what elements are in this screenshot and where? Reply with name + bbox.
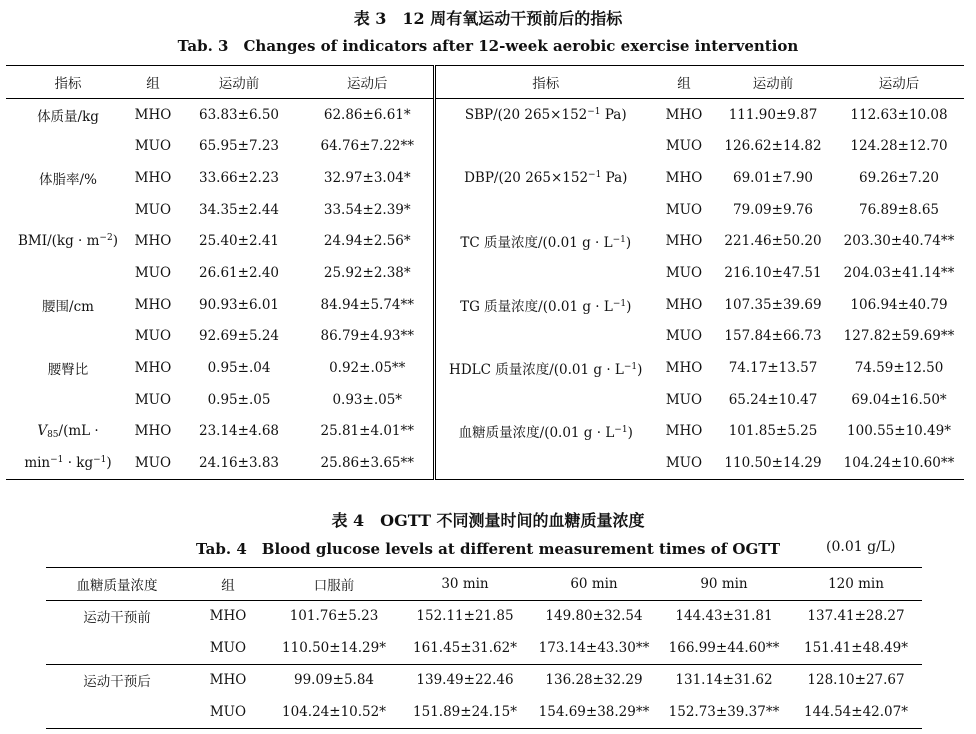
t3-before-text: 25.40±2.41 — [198, 233, 280, 250]
t3-group-right-cell — [656, 384, 712, 416]
close-paren: ) — [627, 425, 633, 442]
t3-after-text: 64.76±7.22** — [320, 138, 415, 155]
t3-after-right-text: 106.94±40.79 — [850, 296, 948, 313]
t3-indicator-right-cell — [434, 447, 656, 479]
t3-group-cell — [130, 384, 176, 416]
t4-header-120min: 120 min — [790, 568, 922, 601]
t3-indicator-right-cell — [434, 416, 656, 448]
t3-before-text: 0.95±.05 — [207, 391, 271, 408]
t4-phase-cell — [46, 696, 188, 728]
pa-unit: Pa) — [600, 106, 627, 123]
t3-group-text: MUO — [134, 138, 172, 155]
t3-before-text: 23.14±4.68 — [198, 423, 280, 440]
t3-indicator-right-cell — [434, 194, 656, 226]
table-row — [6, 130, 964, 162]
t3-after-right-cell — [834, 162, 964, 194]
t3-before-cell — [176, 98, 302, 130]
t3-indicator-text: /(mL · — [58, 423, 99, 440]
t3-indicator-right-text: TC 质量浓度/(0.01 g · L — [460, 235, 613, 252]
t3-after-right-text: 74.59±12.50 — [854, 360, 944, 377]
t4-group-cell: MUO — [188, 632, 268, 664]
t3-before-cell — [176, 257, 302, 289]
t3-group-right-text: MHO — [665, 233, 703, 250]
t3-before-cell — [176, 194, 302, 226]
t3-before-right-text: 216.10±47.51 — [724, 264, 822, 281]
t4-v90-cell: 166.99±44.60** — [658, 632, 790, 664]
t3-before-text: 92.69±5.24 — [198, 328, 280, 345]
t3-group-right-text: MUO — [665, 455, 703, 472]
table-row — [6, 98, 964, 130]
t3-before-right-text: 126.62±14.82 — [724, 138, 822, 155]
t4-v0-cell: 110.50±14.29* — [268, 632, 400, 664]
t3-group-cell — [130, 130, 176, 162]
t3-group-text: MHO — [134, 360, 172, 377]
t4-v30-cell: 151.89±24.15* — [413, 703, 517, 720]
t3-after-right-cell — [834, 447, 964, 479]
t4-v90-cell: 131.14±31.62 — [675, 672, 773, 689]
t3-indicator-cell — [6, 98, 130, 130]
t3-after-cell — [302, 225, 434, 257]
t4-header-oral-before: 口服前 — [268, 568, 400, 601]
table4-caption-en: Tab. 4 Blood glucose levels at different measurement times of OGTT — [195, 540, 781, 558]
t3-group-right-text: MHO — [665, 296, 703, 313]
t3-after-text: 0.93±.05* — [332, 391, 403, 408]
t3-indicator-text: 腰臀比 — [47, 362, 89, 379]
table3-caption-zh: 表 3 12 周有氧运动干预前后的指标 — [353, 9, 623, 28]
t3-after-right-cell — [834, 352, 964, 384]
l-exponent: −1 — [623, 362, 638, 373]
t4-group-cell: MHO — [209, 608, 247, 625]
t3-after-right-cell — [834, 225, 964, 257]
t3-indicator-right-cell — [434, 352, 656, 384]
t3-group-cell — [130, 162, 176, 194]
t3-before-right-text: 221.46±50.20 — [724, 233, 822, 250]
t3-after-right-text: 112.63±10.08 — [850, 106, 948, 123]
t3-before-right-cell — [712, 98, 834, 130]
t3-after-cell — [302, 98, 434, 130]
t3-before-text: 26.61±2.40 — [198, 264, 280, 281]
t3-before-right-text: 69.01±7.90 — [732, 169, 814, 186]
t4-header-60min: 60 min — [530, 568, 658, 601]
t3-group-cell — [130, 321, 176, 353]
t3-indicator-right-text: DBP/(20 265×152 — [464, 169, 589, 186]
t3-after-right-cell — [834, 257, 964, 289]
t3-before-cell — [176, 130, 302, 162]
t3-indicator-right-cell — [434, 384, 656, 416]
t3-indicator-text: 体质量/kg — [37, 108, 99, 125]
close-paren: ) — [626, 298, 632, 315]
t3-after-text: 32.97±3.04* — [323, 169, 411, 186]
t3-header-before: 运动前 — [176, 66, 302, 99]
t3-after-text: 86.79±4.93** — [320, 328, 415, 345]
t3-header-group-right: 组 — [656, 66, 712, 99]
t3-before-right-text: 110.50±14.29 — [724, 455, 822, 472]
table3-header-row — [6, 66, 964, 99]
t3-before-right-cell — [712, 321, 834, 353]
t3-group-right-text: MUO — [665, 391, 703, 408]
t3-after-text: 84.94±5.74** — [320, 296, 415, 313]
t3-after-text: 25.92±2.38* — [323, 264, 411, 281]
table3 — [6, 65, 964, 480]
table4-unit: (0.01 g/L) — [826, 539, 896, 555]
t3-group-cell — [130, 416, 176, 448]
table4 — [46, 567, 922, 729]
t3-before-cell — [176, 289, 302, 321]
t3-before-right-cell — [712, 257, 834, 289]
t4-v120-cell: 151.41±48.49* — [790, 632, 922, 664]
t3-after-right-text: 69.26±7.20 — [858, 169, 940, 186]
t3-after-cell — [302, 257, 434, 289]
t3-group-text: MHO — [134, 423, 172, 440]
t3-group-text: MUO — [134, 201, 172, 218]
t3-after-text: 33.54±2.39* — [323, 201, 411, 218]
table-row — [6, 321, 964, 353]
t4-group-cell: MHO — [209, 672, 247, 689]
t3-group-right-text: MUO — [665, 138, 703, 155]
t3-before-cell — [176, 321, 302, 353]
t3-after-cell — [302, 416, 434, 448]
min-exponent: −1 — [50, 455, 64, 466]
t3-before-right-cell — [712, 194, 834, 226]
t3-group-right-text: MHO — [665, 169, 703, 186]
t3-indicator-right-text: TG 质量浓度/(0.01 g · L — [460, 298, 613, 315]
t3-before-right-text: 111.90±9.87 — [728, 106, 818, 123]
t3-group-text: MUO — [134, 328, 172, 345]
t4-header-30min: 30 min — [400, 568, 530, 601]
t3-indicator-right-text: 血糖质量浓度/(0.01 g · L — [458, 425, 615, 442]
table4-caption-zh: 表 4 OGTT 不同测量时间的血糖质量浓度 — [331, 511, 645, 530]
t3-header-before-right: 运动前 — [712, 66, 834, 99]
t3-after-right-text: 127.82±59.69** — [843, 328, 955, 345]
close-paren: ) — [106, 455, 112, 472]
t3-indicator-cell — [6, 321, 130, 353]
t3-indicator-right-cell — [434, 289, 656, 321]
t3-indicator-text: 体脂率/% — [39, 171, 97, 188]
t3-after-text: 0.92±.05** — [329, 360, 406, 377]
t3-after-right-cell — [834, 321, 964, 353]
pa-unit: Pa) — [601, 169, 628, 186]
t3-group-right-cell — [656, 130, 712, 162]
t3-before-text: 63.83±6.50 — [198, 106, 280, 123]
t3-group-right-cell — [656, 321, 712, 353]
t3-header-indicator: 指标 — [6, 66, 130, 99]
t3-indicator-text: min — [24, 455, 51, 472]
t3-indicator-right-cell — [434, 321, 656, 353]
t3-group-right-text: MUO — [665, 328, 703, 345]
table-row — [46, 664, 922, 696]
t3-after-cell — [302, 384, 434, 416]
v-symbol: V — [37, 423, 48, 440]
l-exponent: −1 — [612, 235, 626, 246]
t3-group-cell — [130, 352, 176, 384]
table3-caption-en: Tab. 3 Changes of indicators after 12-week aerobic exercise intervention — [177, 37, 799, 55]
t3-group-right-cell — [656, 162, 712, 194]
t3-group-text: MHO — [134, 296, 172, 313]
t4-v60-cell: 136.28±32.29 — [545, 672, 643, 689]
t3-group-text: MUO — [134, 455, 172, 472]
t4-v120-cell: 128.10±27.67 — [807, 672, 905, 689]
t4-header-group: 组 — [188, 568, 268, 601]
t3-after-text: 62.86±6.61* — [323, 106, 411, 123]
t3-group-right-cell — [656, 352, 712, 384]
t4-phase-cell: 运动干预前 — [83, 610, 151, 627]
t3-indicator-right-cell — [434, 98, 656, 130]
t3-group-right-cell — [656, 447, 712, 479]
t3-indicator-cell — [6, 416, 130, 448]
t3-indicator-right-cell — [434, 130, 656, 162]
t3-after-right-text: 203.30±40.74** — [843, 233, 955, 250]
table-row — [6, 225, 964, 257]
v-subscript: 85 — [47, 430, 59, 441]
t3-before-right-cell — [712, 162, 834, 194]
kg-exponent: −1 — [93, 455, 107, 466]
t3-group-right-text: MUO — [665, 201, 703, 218]
t3-after-right-text: 69.04±16.50* — [851, 391, 947, 408]
t3-indicator-right-text: HDLC 质量浓度/(0.01 g · L — [449, 362, 624, 379]
t3-indicator-cell — [6, 130, 130, 162]
t3-before-text: 34.35±2.44 — [198, 201, 280, 218]
t3-group-right-cell — [656, 416, 712, 448]
t3-group-right-cell — [656, 194, 712, 226]
t3-group-text: MUO — [134, 391, 172, 408]
t4-v60-cell: 173.14±43.30** — [530, 632, 658, 664]
t3-group-cell — [130, 194, 176, 226]
t3-after-right-cell — [834, 384, 964, 416]
table-row — [6, 352, 964, 384]
t3-group-right-cell — [656, 257, 712, 289]
t3-after-cell — [302, 194, 434, 226]
t3-group-cell — [130, 289, 176, 321]
table-row — [6, 289, 964, 321]
t3-group-cell — [130, 447, 176, 479]
t3-indicator-right-cell — [434, 225, 656, 257]
table4-body — [46, 600, 922, 728]
pa-exponent: −1 — [587, 106, 601, 117]
t3-after-right-text: 204.03±41.14** — [843, 264, 955, 281]
t3-after-right-cell — [834, 416, 964, 448]
t3-group-right-text: MHO — [665, 360, 703, 377]
t3-before-right-text: 107.35±39.69 — [724, 296, 822, 313]
t3-indicator-cell — [6, 447, 130, 479]
t3-header-after: 运动后 — [302, 66, 434, 99]
t4-group-cell: MUO — [209, 703, 247, 720]
t4-v60-cell: 154.69±38.29** — [538, 703, 650, 720]
t3-after-right-cell — [834, 194, 964, 226]
t3-group-right-text: MHO — [665, 423, 703, 440]
t3-header-indicator-right: 指标 — [434, 66, 656, 99]
t4-v120-cell: 137.41±28.27 — [807, 608, 905, 625]
t3-group-right-cell — [656, 225, 712, 257]
t3-group-cell — [130, 257, 176, 289]
t4-v90-cell: 144.43±31.81 — [675, 608, 773, 625]
t3-after-cell — [302, 289, 434, 321]
t3-after-text: 24.94±2.56* — [323, 233, 411, 250]
table-row — [6, 162, 964, 194]
t3-before-cell — [176, 162, 302, 194]
t4-v120-cell: 144.54±42.07* — [804, 703, 908, 720]
t4-v60-cell: 149.80±32.54 — [545, 608, 643, 625]
t4-phase-cell — [46, 632, 188, 664]
t3-after-cell — [302, 162, 434, 194]
l-exponent: −1 — [612, 298, 627, 309]
t3-indicator-right-cell — [434, 257, 656, 289]
t3-after-cell — [302, 321, 434, 353]
table-row — [6, 416, 964, 448]
t3-before-right-text: 79.09±9.76 — [732, 201, 814, 218]
pa-exponent: −1 — [588, 169, 602, 180]
t3-header-group: 组 — [130, 66, 176, 99]
table-row — [6, 257, 964, 289]
t3-before-right-cell — [712, 416, 834, 448]
t3-after-cell — [302, 130, 434, 162]
t4-v90-cell: 152.73±39.37** — [668, 703, 780, 720]
t3-after-right-text: 124.28±12.70 — [850, 138, 948, 155]
t3-before-right-cell — [712, 289, 834, 321]
l-exponent: −1 — [614, 425, 628, 436]
t3-before-text: 90.93±6.01 — [198, 296, 280, 313]
kg-unit: · kg — [63, 455, 94, 472]
table3-body — [6, 98, 964, 479]
t3-before-right-text: 65.24±10.47 — [728, 391, 818, 408]
table-row — [6, 447, 964, 479]
t3-before-cell — [176, 352, 302, 384]
table-row — [46, 696, 922, 728]
t3-indicator-cell — [6, 225, 130, 257]
t3-group-right-cell — [656, 289, 712, 321]
t3-group-text: MHO — [134, 169, 172, 186]
t3-group-text: MHO — [134, 106, 172, 123]
t3-indicator-right-cell — [434, 162, 656, 194]
t4-v30-cell: 139.49±22.46 — [416, 672, 514, 689]
t4-v30-cell: 152.11±21.85 — [416, 608, 514, 625]
bmi-exponent: −2 — [99, 233, 113, 244]
t4-v0-cell: 104.24±10.52* — [282, 703, 386, 720]
table-row — [46, 632, 922, 664]
t3-indicator-cell — [6, 384, 130, 416]
t3-after-cell — [302, 447, 434, 479]
t3-before-cell — [176, 225, 302, 257]
t3-indicator-cell — [6, 352, 130, 384]
t4-v30-cell: 161.45±31.62* — [400, 632, 530, 664]
t3-before-cell — [176, 384, 302, 416]
t3-after-cell — [302, 352, 434, 384]
t3-before-text: 33.66±2.23 — [198, 169, 280, 186]
t3-after-right-text: 100.55±10.49* — [847, 423, 951, 440]
t3-before-right-cell — [712, 384, 834, 416]
close-paren: ) — [637, 362, 643, 379]
table-row — [6, 194, 964, 226]
t3-before-text: 24.16±3.83 — [198, 455, 280, 472]
t3-indicator-cell — [6, 257, 130, 289]
t3-before-right-text: 74.17±13.57 — [728, 360, 818, 377]
t4-header-90min: 90 min — [658, 568, 790, 601]
t3-after-right-cell — [834, 98, 964, 130]
t3-after-right-cell — [834, 289, 964, 321]
t3-before-right-text: 157.84±66.73 — [724, 328, 822, 345]
t3-before-right-cell — [712, 225, 834, 257]
t3-before-cell — [176, 447, 302, 479]
t3-after-right-text: 104.24±10.60** — [843, 455, 955, 472]
t3-before-text: 0.95±.04 — [207, 360, 271, 377]
t3-before-cell — [176, 416, 302, 448]
t3-group-right-text: MHO — [665, 106, 703, 123]
t3-after-text: 25.86±3.65** — [320, 455, 415, 472]
t3-before-right-cell — [712, 130, 834, 162]
t3-group-cell — [130, 225, 176, 257]
t3-header-after-right: 运动后 — [834, 66, 964, 99]
t3-indicator-cell — [6, 194, 130, 226]
t3-group-text: MHO — [134, 233, 172, 250]
t3-before-right-cell — [712, 447, 834, 479]
t3-indicator-text: BMI/(kg · m — [18, 233, 100, 250]
t3-after-text: 25.81±4.01** — [320, 423, 415, 440]
t3-indicator-right-text: SBP/(20 265×152 — [464, 106, 588, 123]
t4-v0-cell: 99.09±5.84 — [293, 672, 375, 689]
t4-header-glucose: 血糖质量浓度 — [46, 568, 188, 601]
t3-before-right-cell — [712, 352, 834, 384]
t4-v0-cell: 101.76±5.23 — [289, 608, 379, 625]
t3-before-right-text: 101.85±5.25 — [728, 423, 818, 440]
t3-group-cell — [130, 98, 176, 130]
t3-group-text: MUO — [134, 264, 172, 281]
table4-header-row — [46, 568, 922, 601]
t3-indicator-cell — [6, 289, 130, 321]
t3-group-right-text: MUO — [665, 264, 703, 281]
t4-phase-cell: 运动干预后 — [83, 674, 151, 691]
table-row — [46, 600, 922, 632]
t3-indicator-text: 腰围/cm — [42, 298, 94, 315]
close-paren: ) — [625, 235, 632, 252]
close-paren: ) — [112, 233, 118, 250]
table-row — [6, 384, 964, 416]
t3-before-text: 65.95±7.23 — [198, 138, 280, 155]
t3-group-right-cell — [656, 98, 712, 130]
t3-after-right-cell — [834, 130, 964, 162]
t3-after-right-text: 76.89±8.65 — [858, 201, 940, 218]
t3-indicator-cell — [6, 162, 130, 194]
